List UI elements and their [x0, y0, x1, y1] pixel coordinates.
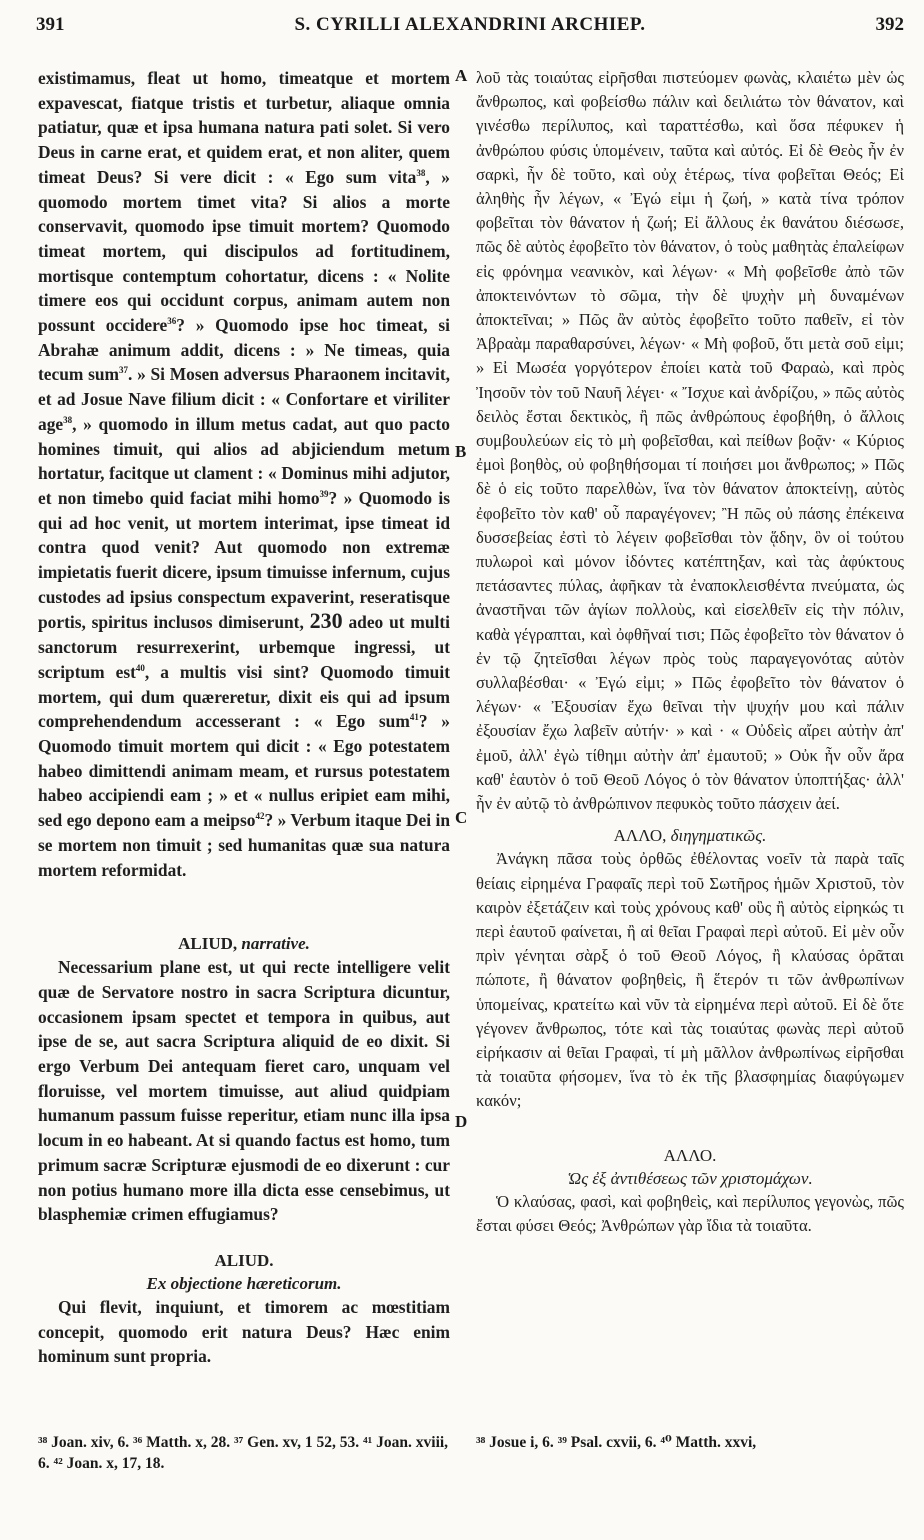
margin-marker-a: A	[455, 66, 468, 85]
footnotes-left: ³⁸ Joan. xiv, 6. ³⁶ Matth. x, 28. ³⁷ Gen. xv, 1 52, 53. ⁴¹ Joan. xviii, 6. ⁴² Joan. x, 17, 18.	[38, 1434, 449, 1472]
greek-section-3-text: Ὁ κλαύσας, φασὶ, καὶ φοβηθεὶς, καὶ περίλυπος γεγονὼς, πῶς ἔσται φύσει Θεός; Ἀνθρώπων γὰρ ἴδια τὰ τοιαῦτα.	[476, 1191, 904, 1235]
margin-marker-d: D	[455, 1112, 468, 1131]
latin-section-3-title: ALIUD.	[214, 1250, 274, 1270]
greek-section-2-text: Ἀνάγκη πᾶσα τοὺς ὀρθῶς ἐθέλοντας νοεῖν τὰ παρὰ ταῖς θείαις εἰρημένα Γραφαῖς περὶ τοῦ Σωτῆρος ἡμῶν Χριστοῦ, τὸν καιρὸν ἐξετάζειν καὶ τοὺς χρόνους καθ' οὓς ἢ αὐτὸς εἰρηκώς τι περὶ ἑαυτοῦ φαίνεται, ἢ αἱ θεῖαι Γραφαὶ περὶ αὐτοῦ. Εἰ μὲν οὖν πρὶν γένηται σὰρξ ὁ τοῦ Θεοῦ Λόγος, ἢ κλαύσας ὁρᾶται πώποτε, ἢ θάνατον φοβηθεὶς, ἢ ἕτερόν τι τῶν ἀνθρωπίνων ὑπομείνας, κρατείτω καὶ νῦν τὰ εἰρημένα περὶ αὐτοῦ. Εἰ δὲ ὅτε γέγονεν ἄνθρωπος, τότε καὶ τὰς τοιαύτας φωνὰς περὶ αὐτοῦ εἰρήκασιν αἱ θεῖαι Γραφαὶ, τί μὴ μᾶλλον ἀνθρωπίνως εἰρῆσθαι τὰ τοιαῦτα φήσομεν, ἵνα τὸ ἐκ τῆς βλασφημίας διαφύγωμεν κακόν;	[476, 849, 904, 1111]
greek-section-2-title: ΑΛΛΟ, διηγηματικῶς.	[613, 826, 767, 846]
column-number: 230	[309, 608, 343, 634]
page-header	[36, 14, 904, 44]
latin-section-2-title: ALIUD, narrative.	[178, 934, 310, 954]
greek-column	[476, 66, 904, 1238]
page-number-right: 392	[875, 14, 904, 35]
greek-section-3-title: ΑΛΛΟ.	[663, 1145, 717, 1165]
greek-section-3-subtitle: Ὡς ἐξ ἀντιθέσεως τῶν χριστομάχων.	[567, 1168, 813, 1188]
greek-paragraph-1: λοῦ τὰς τοιαύτας εἰρῆσθαι πιστεύομεν φωνὰς, κλαιέτω μὲν ὡς ἄνθρωπος, καὶ φοβείσθω πάλιν καὶ δειλιάτω τὸν θάνατον, καὶ γινέσθω περίλυπος, καὶ ταραττέσθω, καὶ ὅσα πέφυκεν ἡ ἀνθρώπου φύσις ὑπομένειν, ταῦτα καὶ αὐτός. Εἰ δὲ Θεὸς ἦν ἐν σαρκὶ, ἦν δὲ τοῦτο, καὶ οὐχ ἑτέρως, τίνα φοβεῖται Θεός; Εἰ ἀληθὴς ἦν λέγων, « Ἐγώ εἰμι ἡ ζωή, » κατὰ τίνα τρόπον φοβεῖται τὸν θάνατον ἡ ζωή; Εἰ ἄλλους ἐκ θανάτου διέσωσε, πῶς δὲ αὐτὸς ἐφοβεῖτο τὸν θάνατον, ὁ τοὺς μαθητὰς ἐπαλείφων εἰς φρόνημα νεανικὸν, καὶ λέγων· « Μὴ φοβεῖσθε ἀπὸ τῶν ἀποκτεινόντων τὸ σῶμα, τὴν δὲ ψυχὴν μὴ δυναμένων ἀποκτεῖναι; » Πῶς ἂν αὐτὸς ἐφοβεῖτο τοῦτο παθεῖν, εἰ τὸν Ἀβραὰμ παραθαρσύνει, λέγων· « Μὴ φοβοῦ, ὅτι μετὰ σοῦ εἰμι; » Εἰ Μωσέα γοργότερον ἐποίει κατὰ τοῦ Φαραὼ, καὶ πρὸς Ἰησοῦν τὸν τοῦ Ναυῆ λέγει· « Ἴσχυε καὶ ἀνδρίζου, » πῶς αὐτὸς δειλὸς ἔσται δεκτικὸς, ἢ πῶς ἀνθρώπους ἐφοβήθη, ὁ ἄλλοις συμβουλεύων εἰς τὸ μὴ φοβεῖσθαι, καὶ πείθων βοᾷν· « Κύριος ἐμοὶ βοηθὸς, οὐ φοβηθήσομαι τί ποιήσει μοι ἄνθρωπος; » Πῶς δὲ ὁ εἰς τοῦτο παρελθὼν, ἵνα τὸν θάνατον ἀποκτείνῃ, αὐτὸς ἐφοβεῖτο τὸν καθ' οὗ παραγέγονεν; Ἢ πῶς οὐ πάσης ἐπέκεινα δυσσεβείας ἐστὶ τὸ λέγειν φοβεῖσθαι τὸν ᾅδην, ὃν οἱ τούτου πυλωροὶ καὶ μόνον ἰδόντες κατέπτηξαν, καὶ τὰς ἀφύκτους πετάσαντες πύλας, ἀφῆκαν τὰ ἐναποκλεισθέντα πνεύματα, ὡς ἀναστῆναι τῶν ἁγίων πολλοὺς, καὶ εἰσελθεῖν εἰς τὴν πόλιν, καθὰ γέγραπται, καὶ ὀφθῆναί τισι; Πῶς ἐφοβεῖτο τὸν θάνατον ὁ ἐν τῷ ζητεῖσθαι λέγων πρὸς τοὺς παραγεγονότας αὐτὸν συλλαβέσθαι· « Ἐγώ εἰμι; » Πῶς ἐφοβεῖτο τὸν θάνατον ὁ λέγων· « Ἐξουσίαν ἔχω θεῖναι τὴν ψυχήν μου καὶ πάλιν ἐξουσίαν ἔχω λαβεῖν αὐτήν· » καὶ · « Οὐδεὶς αἴρει αὐτὴν ἀπ' ἐμοῦ, ἀλλ' ἐγὼ τίθημι αὐτὴν ἀπ' ἐμαυτοῦ; » Οὐκ ἦν οὖν ἄρα καθ' ἑαυτὸν ὁ τοῦ Θεοῦ Λόγος ὁ τὸν θάνατον ὑποπτήξας· ἀλλ' ἦν ἐν αὐτῷ τὸ ἀνθρώπινον πεφυκὸς τοῦτο πάσχειν ἀεί.	[476, 68, 904, 814]
running-title: S. CYRILLI ALEXANDRINI ARCHIEP.	[294, 14, 646, 35]
latin-section-3-text: Qui flevit, inquiunt, et timorem ac mœstitiam concepit, quomodo erit natura Deus? Hæc enim hominum sunt propria.	[38, 1296, 450, 1367]
footnotes-right: ³⁸ Josue i, 6. ³⁹ Psal. cxvii, 6. ⁴⁰ Matth. xxvi,	[476, 1434, 757, 1451]
latin-column	[38, 66, 450, 1369]
margin-marker-b: B	[455, 442, 467, 461]
latin-section-3-subtitle: Ex objectione hæreticorum.	[146, 1273, 342, 1293]
margin-marker-c: C	[455, 808, 468, 827]
latin-paragraph-1: existimamus, fleat ut homo, timeatque et mortem expavescat, fiatque tristis et turbetur, aliaque omnia patiatur, quæ et ipsa humana natura pati solet. Si vero Deus in carne erat, et quidem erat, et non aliter, quem timeat Deus? Si vere dicit : « Ego sum vita$^{38}$, » quomodo mortem timet vita? Si alios a morte conservavit, quomodo ipse timuit mortem? Quomodo timeat mortem, qui discipulos ad fortitudinem, mortisque contemptum cohortatur, dicens : « Nolite timere eos qui occidunt corpus, animam autem non possunt occidere$^{36}$? » Quomodo ipse hoc timeat, si Abrahæ animum addit, dicens : » Ne timeas, quia tecum sum$^{37}$. » Si Mosen adversus Pharaonem incitavit, et ad Josue Nave filium dicit : « Confortare et viriliter age$^{38}$, » quomodo in illum metus cadat, aut quo pacto homines timuit, qui alios ad abjiciendum metum hortatur, facitque ut clament : « Dominus mihi adjutor, et non timebo quid faciat mihi homo$^{39}$? » Quomodo is qui ad hoc venit, ut mortem interimat, ipse timeat id contra quod venit? Aut quomodo non extremæ impietatis fuerit dicere, ipsum timuisse infernum, cujus custodes ad ipsius conspectum expaverint, reseratisque portis, spiritus inclusos dimiserunt, 230 adeo ut multi sanctorum resurrexerint, urbemque ingressi, ut scriptum est$^{40}$, a multis visi sint? Quomodo timuit mortem, qui dum quæreretur, dixit eis qui ad ipsum comprehendendum accesserant : « Ego sum$^{41}$? » Quomodo timuit mortem qui dicit : « Ego potestatem habeo dimittendi animam meam, et rursus potestatem habeo accipiendi eam ; » et « nullus eripiet eam mihi, sed ego depono eam a meipso$^{42}$? » Verbum itaque Dei in se mortem non timuit ; sed humanitas quæ sua natura mortem reformidat.	[38, 68, 450, 880]
page-number-left: 391	[36, 14, 65, 35]
latin-section-2-text: Necessarium plane est, ut qui recte intelligere velit quæ de Servatore nostro in sacra Scriptura dicuntur, occasionem ipsam spectet et tempora in quibus, aut ipse de se, aut sacra Scriptura aliquid de eo dixit. Si ergo Verbum Dei antequam fieret caro, unquam vel floruisse, vel mortem timuisse, aut aliud quidpiam humanum passum fuisse reperitur, etiam nunc illa ipsa locum in eo habeant. At si quando factus est homo, tum primum sacræ Scripturæ ejusmodi de eo dixerunt : cur non potius humano more illa dicta esse censebimus, ut blasphemiæ crimen effugiamus?	[38, 957, 450, 1225]
